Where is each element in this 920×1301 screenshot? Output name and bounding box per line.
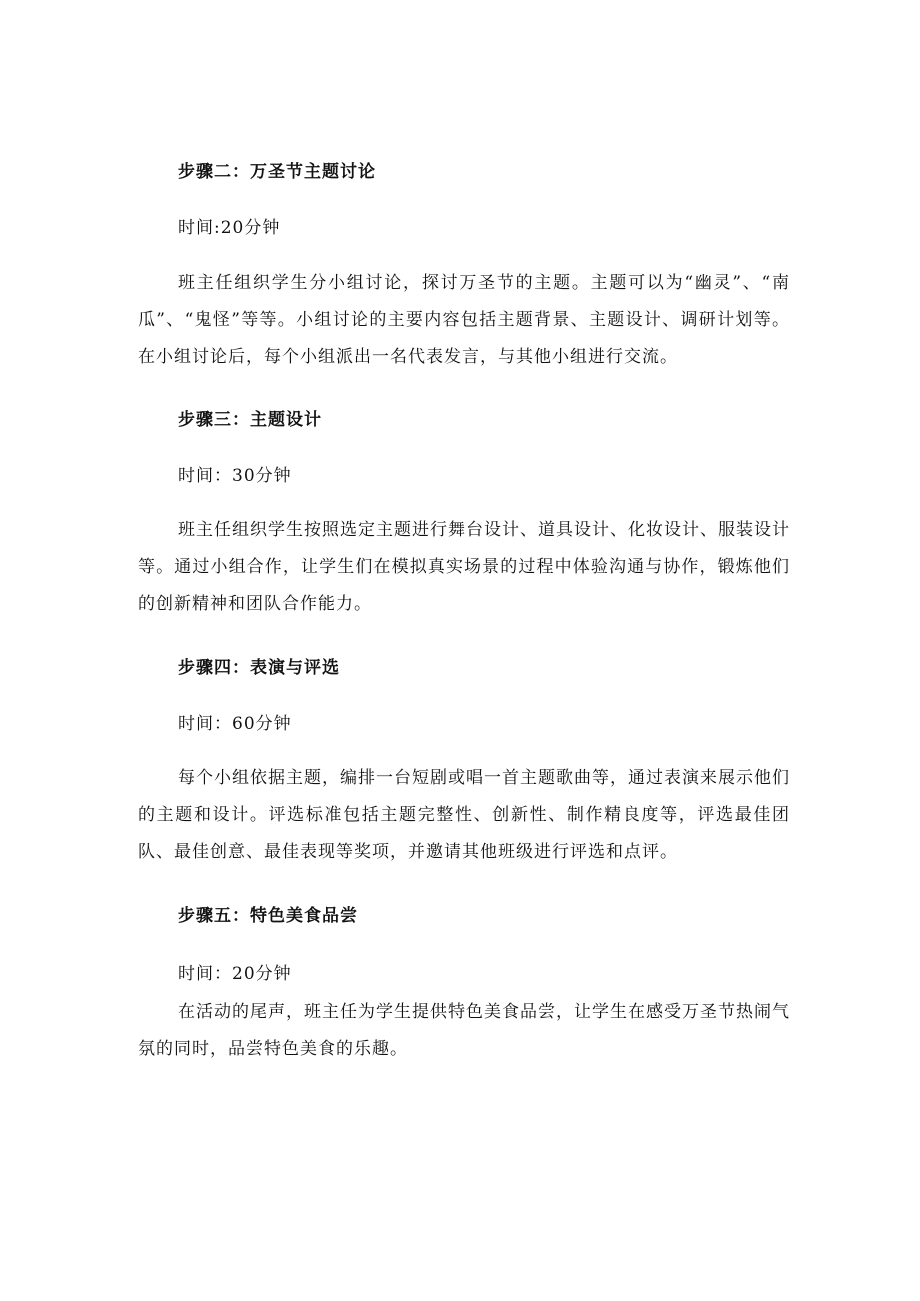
step-three-paragraph: 班主任组织学生按照选定主题进行舞台设计、道具设计、化妆设计、服装设计等。通过小组合作，让学生们在模拟真实场景的过程中体验沟通与协作，锻炼他们的创新精神和团队合作能力。 (138, 520, 790, 614)
step-three-heading: 步骤三：主题设计 (178, 410, 322, 430)
step-four-time: 时间：60分钟 (178, 714, 292, 734)
step-two-paragraph: 班主任组织学生分小组讨论，探讨万圣节的主题。主题可以为“幽灵”、“南瓜”、“鬼怪”等等。小组讨论的主要内容包括主题背景、主题设计、调研计划等。在小组讨论后，每个小组派出一名代表发言，与其他小组进行交流。 (138, 273, 790, 367)
step-two-heading: 步骤二：万圣节主题讨论 (178, 162, 376, 182)
step-five-time: 时间：20分钟 (178, 964, 292, 984)
step-four-heading: 步骤四：表演与评选 (178, 658, 340, 678)
step-four-paragraph: 每个小组依据主题，编排一台短剧或唱一首主题歌曲等，通过表演来展示他们的主题和设计。评选标准包括主题完整性、创新性、制作精良度等，评选最佳团队、最佳创意、最佳表现等奖项，并邀请其他班级进行评选和点评。 (138, 768, 790, 862)
step-five-paragraph: 在活动的尾声，班主任为学生提供特色美食品尝，让学生在感受万圣节热闹气氛的同时，品尝特色美食的乐趣。 (138, 1002, 790, 1059)
step-two-time: 时间:20分钟 (178, 218, 281, 238)
step-three-time: 时间：30分钟 (178, 466, 292, 486)
step-five-heading: 步骤五：特色美食品尝 (178, 906, 358, 926)
